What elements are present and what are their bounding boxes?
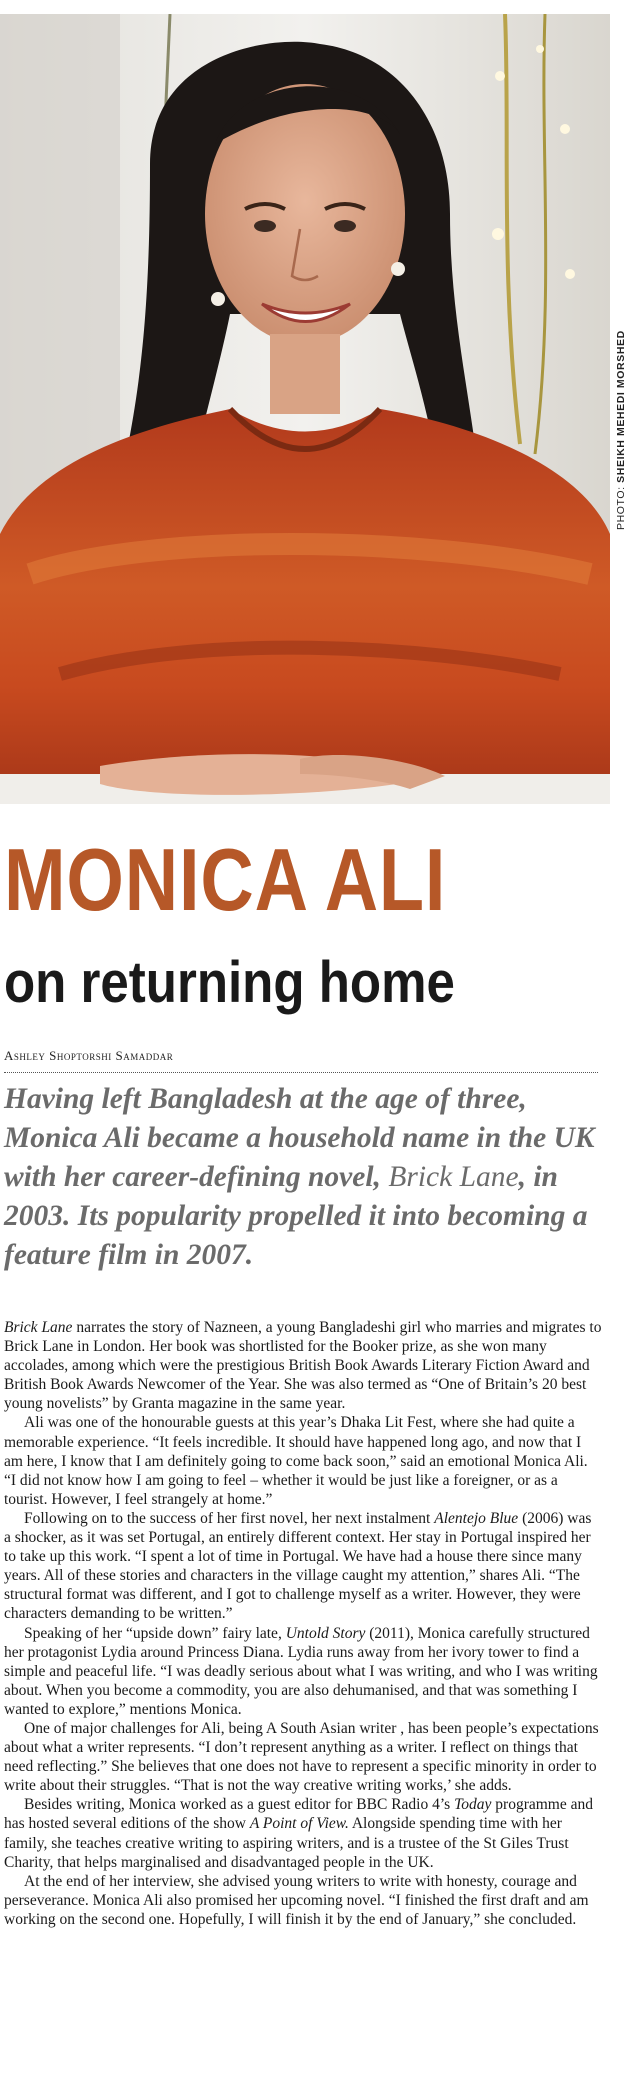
paragraph-4: Speaking of her “upside down” fairy late, Untold Story (2011), Monica carefully structured her protagonist Lydia around Princess Diana. Lydia runs away from her ivory tower to find a simple and peaceful life. “I was deadly serious about what I was writing, and who I was writing about. When you become a commodity, you are also dehumanised, and that was something I wanted to explore,” mentions Monica. bbox=[4, 1624, 598, 1718]
byline-divider bbox=[4, 1072, 598, 1073]
paragraph-3: Following on to the success of her first novel, her next instalment Alentejo Blue (2006) was a shocker, as it was set Portugal, an entirely different context. Her stay in Portugal inspired her to take up this work. “I spent a lot of time in Portugal. We have had a house there since many years. All of these stories and characters in the village caught my attention,” shares Ali. “The structural format was different, and I got to challenge myself as a writer. However, they were characters demanding to be written.” bbox=[4, 1509, 592, 1623]
byline: Ashley Shoptorshi Samaddar bbox=[4, 1048, 174, 1063]
paragraph-6: Besides writing, Monica worked as a guest editor for BBC Radio 4’s Today programme and has hosted several editions of the show A Point of View. Alongside spending time with her family, she teaches creative writing to aspiring writers, and is a trustee of the St Giles Trust Charity, that helps marginalised and disadvantaged people in the UK. bbox=[4, 1796, 593, 1871]
paragraph-7: At the end of her interview, she advised young writers to write with honesty, courage and perseverance. Monica Ali also promised her upcoming novel. “I finished the first draft and am working on the second one. Hopefully, I will finish it by the end of January,” she concluded. bbox=[4, 1872, 589, 1928]
headline: MONICA ALI bbox=[4, 830, 447, 929]
show-title: A Point of View. bbox=[249, 1815, 349, 1833]
paragraph-5: One of major challenges for Ali, being A South Asian writer , has been people’s expectations about what a writer represents. “I don’t represent anything as a writer. I reflect on things that need reflecting.” She believes that one does not have to represent a specific minority in order to write about their struggles. “That is not the way creative writing works,’ she adds. bbox=[4, 1719, 599, 1795]
portrait-illustration bbox=[0, 14, 610, 804]
article-body bbox=[4, 1318, 602, 1929]
book-title: Untold Story bbox=[285, 1624, 366, 1642]
paragraph-2: Ali was one of the honourable guests at this year’s Dhaka Lit Fest, where she had quite a memorable experience. “It feels incredible. It should have happened long ago, and now that I am here, I know that I am definitely going to come back soon,” said an emotional Monica Ali. “I did not know how I am going to feel – whether it would be just like a foreigner, or as a tourist. However, I feel strangely at home.” bbox=[4, 1414, 588, 1508]
intro-paragraph: Having left Bangladesh at the age of three, Monica Ali became a household name in the UK with her career-defining novel, Brick Lane, in 2003. Its popularity propelled it into becoming a feature film in 2007. bbox=[4, 1083, 595, 1271]
book-title: Brick Lane bbox=[388, 1161, 519, 1193]
portrait-photo bbox=[0, 14, 610, 804]
book-title: Alentejo Blue bbox=[434, 1509, 519, 1527]
subheadline: on returning home bbox=[4, 950, 455, 1015]
book-title: Brick Lane bbox=[4, 1319, 73, 1336]
show-title: Today bbox=[454, 1796, 492, 1814]
paragraph-1: Brick Lane narrates the story of Nazneen, a young Bangladeshi girl who marries and migrates to Brick Lane in London. Her book was shortlisted for the Booker prize, as she won many accolades, among which were the prestigious British Book Awards Literary Fiction Award and British Book Awards Newcomer of the Year. She was also termed as “One of Britain’s 20 best young novelists” by Granta magazine in the same year. bbox=[4, 1319, 602, 1413]
photo-credit: PHOTO: SHEIKH MEHEDI MORSHED bbox=[615, 330, 627, 530]
